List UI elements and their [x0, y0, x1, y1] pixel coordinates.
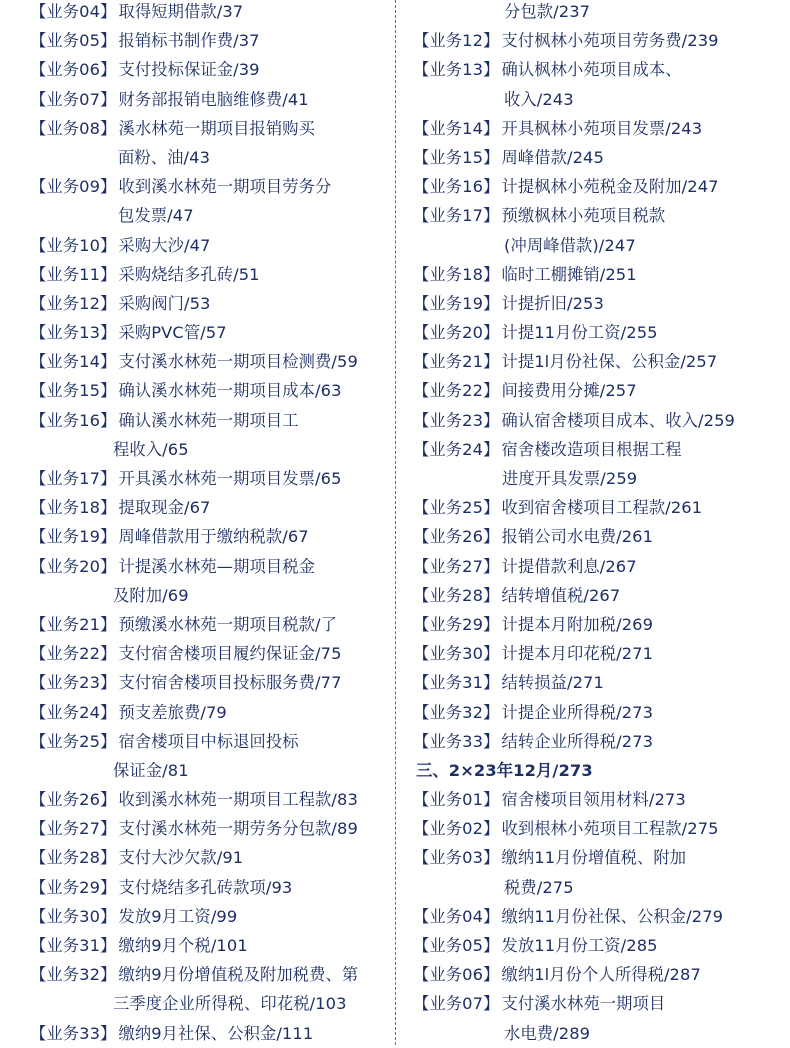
toc-entry — [413, 698, 785, 727]
toc-entry-continuation: 保证金/81 — [113, 760, 189, 780]
toc-entry — [413, 347, 785, 376]
toc-entry-continuation: 分包款/237 — [504, 2, 591, 21]
toc-entry — [30, 260, 395, 289]
toc-entry-text: 结转企业所得税/273 — [501, 731, 654, 751]
toc-entry-text: 结转损益/271 — [501, 673, 604, 693]
toc-entry — [413, 727, 785, 756]
toc-entry-tag: 【业务14】 — [30, 352, 117, 372]
toc-entry-tag: 【业务24】 — [413, 439, 500, 459]
toc-entry-text: 预支差旅费/79 — [118, 702, 227, 722]
toc-entry-tag: 【业务30】 — [30, 906, 117, 926]
toc-entry — [413, 493, 785, 522]
toc-entry-tag: 【业务20】 — [30, 556, 117, 576]
toc-entry — [30, 698, 395, 727]
toc-entry — [413, 581, 785, 610]
toc-entry — [30, 522, 395, 551]
toc-entry-tag: 【业务09】 — [30, 177, 117, 197]
toc-section-heading: 三、2×23年12月/273 — [416, 760, 593, 780]
toc-entry-continuation: 进度开具发票/259 — [502, 469, 638, 488]
toc-entry — [30, 785, 395, 814]
toc-entry — [413, 639, 785, 668]
toc-entry-text: 发放11月份工资/285 — [501, 936, 658, 955]
toc-entry-text: 计提枫林小苑税金及附加/247 — [501, 177, 719, 197]
toc-entry — [413, 552, 785, 581]
toc-entry — [413, 610, 785, 639]
toc-entry — [30, 843, 395, 872]
toc-entry-tag: 【业务12】 — [413, 31, 500, 51]
toc-entry-tag: 【业务27】 — [413, 556, 500, 576]
toc-entry-text: 预缴溪水林苑一期项目税款/了 — [118, 614, 337, 634]
toc-entry-tag: 【业务23】 — [413, 410, 500, 430]
toc-entry-text: 缴纳11月份社保、公积金/279 — [501, 906, 724, 926]
toc-entry-continuation: 及附加/69 — [113, 585, 189, 605]
toc-entry-text: 支付溪水林苑一期劳务分包款/89 — [118, 819, 358, 839]
toc-entry-tag: 【业务06】 — [30, 60, 117, 80]
toc-entry-tag: 【业务33】 — [30, 1023, 117, 1043]
toc-entry — [413, 172, 785, 201]
toc-entry-tag: 【业务13】 — [30, 323, 117, 343]
toc-left-column — [30, 0, 395, 1048]
toc-entry-tag: 【业务04】 — [30, 2, 117, 21]
toc-entry-text: 采购PVC管/57 — [118, 323, 227, 343]
toc-entry-text: 报销标书制作费/37 — [118, 31, 260, 51]
toc-entry — [30, 610, 395, 639]
toc-entry — [30, 318, 395, 347]
toc-right-column — [413, 0, 785, 1048]
toc-entry-text: 支付宿舍楼项目履约保证金/75 — [118, 644, 342, 664]
toc-entry — [30, 552, 395, 581]
toc-entry-continuation: (冲周峰借款)/247 — [504, 235, 636, 255]
toc-entry — [30, 1019, 395, 1048]
toc-entry-text: 支付枫林小苑项目劳务费/239 — [501, 31, 719, 51]
toc-entry-text: 周峰借款/245 — [501, 147, 604, 167]
toc-entry-tag: 【业务15】 — [413, 147, 500, 167]
toc-entry-text: 财务部报销电脑维修费/41 — [118, 89, 309, 109]
toc-entry — [30, 85, 395, 114]
toc-entry-text: 确认枫林小苑项目成本、 — [501, 60, 682, 80]
toc-entry — [413, 814, 785, 843]
toc-entry-tag: 【业务18】 — [413, 264, 500, 284]
toc-entry-text: 开具溪水林苑一期项目发票/65 — [118, 469, 342, 488]
toc-entry-tag: 【业务07】 — [30, 89, 117, 109]
toc-entry-tag: 【业务25】 — [30, 731, 117, 751]
toc-entry-tag: 【业务29】 — [413, 614, 500, 634]
toc-entry — [30, 114, 395, 143]
toc-entry-text: 计提1l月份社保、公积金/257 — [501, 352, 718, 372]
toc-entry-tag: 【业务21】 — [30, 614, 117, 634]
toc-entry — [30, 55, 395, 84]
toc-entry — [30, 639, 395, 668]
toc-entry-text: 计提溪水林苑—期项目税金 — [118, 556, 316, 576]
toc-entry-tag: 【业务19】 — [30, 527, 117, 547]
toc-entry-tag: 【业务13】 — [413, 60, 500, 80]
toc-entry — [413, 260, 785, 289]
toc-entry-tag: 【业务03】 — [413, 848, 500, 868]
toc-entry-tag: 【业务14】 — [413, 118, 500, 138]
toc-entry-text: 确认溪水林苑一期项目成本/63 — [118, 381, 342, 401]
toc-entry-continuation: 面粉、油/43 — [118, 147, 211, 167]
toc-entry-tag: 【业务01】 — [413, 790, 500, 810]
toc-entry-tag: 【业务11】 — [30, 264, 117, 284]
toc-entry-tag: 【业务28】 — [413, 585, 500, 605]
toc-entry — [413, 960, 785, 989]
toc-entry-continuation: 水电费/289 — [504, 1023, 591, 1043]
toc-entry-tag: 【业务30】 — [413, 644, 500, 664]
toc-entry-text: 宿舍楼项目中标退回投标 — [118, 731, 299, 751]
toc-entry-text: 缴纳9月份增值税及附加税费、第 — [118, 965, 359, 985]
toc-entry-text: 计提本月附加税/269 — [501, 614, 654, 634]
toc-entry-tag: 【业务27】 — [30, 819, 117, 839]
toc-entry-text: 溪水林苑一期项目报销购买 — [118, 118, 316, 138]
toc-entry — [30, 814, 395, 843]
toc-entry-text: 收到溪水林苑一期项目工程款/83 — [118, 790, 358, 810]
toc-entry-text: 发放9月工资/99 — [118, 906, 238, 926]
toc-entry — [413, 843, 785, 872]
toc-entry — [30, 406, 395, 435]
toc-entry — [413, 902, 785, 931]
toc-entry — [30, 493, 395, 522]
toc-entry-text: 支付溪水林苑一期项目 — [501, 994, 666, 1014]
toc-entry-text: 缴纳1l月份个人所得税/287 — [501, 965, 701, 985]
toc-entry-tag: 【业务20】 — [413, 323, 500, 343]
toc-entry-tag: 【业务32】 — [413, 702, 500, 722]
toc-entry — [413, 989, 785, 1018]
toc-entry-continuation: 三季度企业所得税、印花税/103 — [113, 994, 347, 1014]
toc-entry-text: 确认宿舍楼项目成本、收入/259 — [501, 410, 735, 430]
toc-entry-text: 计提企业所得税/273 — [501, 702, 654, 722]
toc-entry-text: 计提折旧/253 — [501, 293, 604, 313]
toc-entry — [413, 143, 785, 172]
toc-entry-text: 缴纳9月个税/101 — [118, 936, 248, 955]
toc-entry-tag: 【业务15】 — [30, 381, 117, 401]
toc-entry — [413, 931, 785, 960]
toc-entry-text: 缴纳9月社保、公积金/111 — [118, 1023, 314, 1043]
toc-entry — [413, 435, 785, 464]
toc-entry — [413, 406, 785, 435]
toc-entry-tag: 【业务08】 — [30, 118, 117, 138]
toc-entry-tag: 【业务22】 — [413, 381, 500, 401]
toc-entry-tag: 【业务12】 — [30, 293, 117, 313]
toc-entry — [30, 668, 395, 697]
toc-entry — [30, 464, 395, 493]
toc-entry-tag: 【业务26】 — [30, 790, 117, 810]
column-divider — [395, 0, 396, 1045]
toc-entry-text: 宿舍楼改造项目根据工程 — [501, 439, 682, 459]
toc-entry — [413, 318, 785, 347]
toc-entry-tag: 【业务23】 — [30, 673, 117, 693]
toc-entry-tag: 【业务28】 — [30, 848, 117, 868]
toc-entry — [413, 668, 785, 697]
toc-entry-tag: 【业务04】 — [413, 906, 500, 926]
toc-entry — [413, 201, 785, 230]
toc-entry — [30, 873, 395, 902]
toc-entry-tag: 【业务21】 — [413, 352, 500, 372]
toc-entry — [30, 289, 395, 318]
toc-entry-text: 计提借款利息/267 — [501, 556, 637, 576]
toc-entry-tag: 【业务06】 — [413, 965, 500, 985]
toc-entry-tag: 【业务18】 — [30, 498, 117, 518]
toc-entry-tag: 【业务16】 — [30, 410, 117, 430]
toc-entry-text: 开具枫林小苑项目发票/243 — [501, 118, 703, 138]
toc-entry-tag: 【业务25】 — [413, 498, 500, 518]
toc-entry-tag: 【业务29】 — [30, 877, 117, 897]
toc-entry-text: 收到溪水林苑一期项目劳务分 — [118, 177, 332, 197]
toc-entry-text: 间接费用分摊/257 — [501, 381, 637, 401]
toc-entry — [30, 376, 395, 405]
toc-entry-tag: 【业务24】 — [30, 702, 117, 722]
toc-entry — [413, 26, 785, 55]
toc-entry-text: 临时工棚摊销/251 — [501, 264, 637, 284]
toc-entry-continuation: 程收入/65 — [113, 439, 189, 459]
toc-entry-tag: 【业务10】 — [30, 235, 117, 255]
toc-entry-tag: 【业务19】 — [413, 293, 500, 313]
toc-entry-text: 预缴枫林小苑项目税款 — [501, 206, 666, 226]
toc-entry-tag: 【业务05】 — [413, 936, 500, 955]
toc-entry-tag: 【业务07】 — [413, 994, 500, 1014]
toc-entry-text: 收到宿舍楼项目工程款/261 — [501, 498, 703, 518]
toc-entry-text: 支付宿舍楼项目投标服务费/77 — [118, 673, 342, 693]
toc-entry — [30, 727, 395, 756]
toc-entry — [413, 785, 785, 814]
toc-entry — [413, 55, 785, 84]
toc-entry — [413, 376, 785, 405]
toc-entry-text: 周峰借款用于缴纳税款/67 — [118, 527, 309, 547]
toc-entry — [30, 931, 395, 960]
toc-entry-text: 确认溪水林苑一期项目工 — [118, 410, 299, 430]
toc-entry-tag: 【业务32】 — [30, 965, 117, 985]
toc-entry — [30, 231, 395, 260]
toc-entry-text: 采购大沙/47 — [118, 235, 211, 255]
toc-entry — [413, 289, 785, 318]
toc-entry-text: 计提本月印花税/271 — [501, 644, 654, 664]
toc-entry-tag: 【业务26】 — [413, 527, 500, 547]
toc-entry — [30, 902, 395, 931]
toc-entry — [413, 522, 785, 551]
toc-entry-continuation: 收入/243 — [504, 89, 574, 109]
toc-entry-tag: 【业务31】 — [413, 673, 500, 693]
toc-entry-tag: 【业务17】 — [413, 206, 500, 226]
toc-entry-tag: 【业务31】 — [30, 936, 117, 955]
toc-entry — [30, 26, 395, 55]
toc-entry-text: 采购烧结多孔砖/51 — [118, 264, 260, 284]
toc-entry-text: 支付大沙欠款/91 — [118, 848, 244, 868]
toc-entry-continuation: 包发票/47 — [118, 206, 194, 226]
toc-entry-text: 宿舍楼项目领用材料/273 — [501, 790, 686, 810]
toc-entry-text: 支付溪水林苑一期项目检测费/59 — [118, 352, 358, 372]
toc-entry-text: 采购阀门/53 — [118, 293, 211, 313]
toc-entry — [30, 172, 395, 201]
toc-entry-tag: 【业务17】 — [30, 469, 117, 488]
toc-entry-text: 收到根林小苑项目工程款/275 — [501, 819, 719, 839]
toc-entry-tag: 【业务22】 — [30, 644, 117, 664]
toc-entry — [30, 960, 395, 989]
toc-entry-text: 支付烧结多孔砖款项/93 — [118, 877, 293, 897]
toc-entry-tag: 【业务02】 — [413, 819, 500, 839]
toc-entry-text: 计提11月份工资/255 — [501, 323, 658, 343]
toc-entry — [30, 347, 395, 376]
toc-entry-continuation: 税费/275 — [504, 877, 574, 897]
toc-entry-tag: 【业务05】 — [30, 31, 117, 51]
toc-entry-text: 缴纳11月份增值税、附加 — [501, 848, 687, 868]
toc-entry-text: 结转增值税/267 — [501, 585, 621, 605]
toc-entry — [413, 114, 785, 143]
toc-entry — [30, 0, 395, 26]
toc-entry-text: 支付投标保证金/39 — [118, 60, 260, 80]
toc-entry-tag: 【业务16】 — [413, 177, 500, 197]
toc-entry-tag: 【业务33】 — [413, 731, 500, 751]
toc-entry-text: 报销公司水电费/261 — [501, 527, 654, 547]
toc-entry-text: 提取现金/67 — [118, 498, 211, 518]
toc-entry-text: 取得短期借款/37 — [118, 2, 244, 21]
